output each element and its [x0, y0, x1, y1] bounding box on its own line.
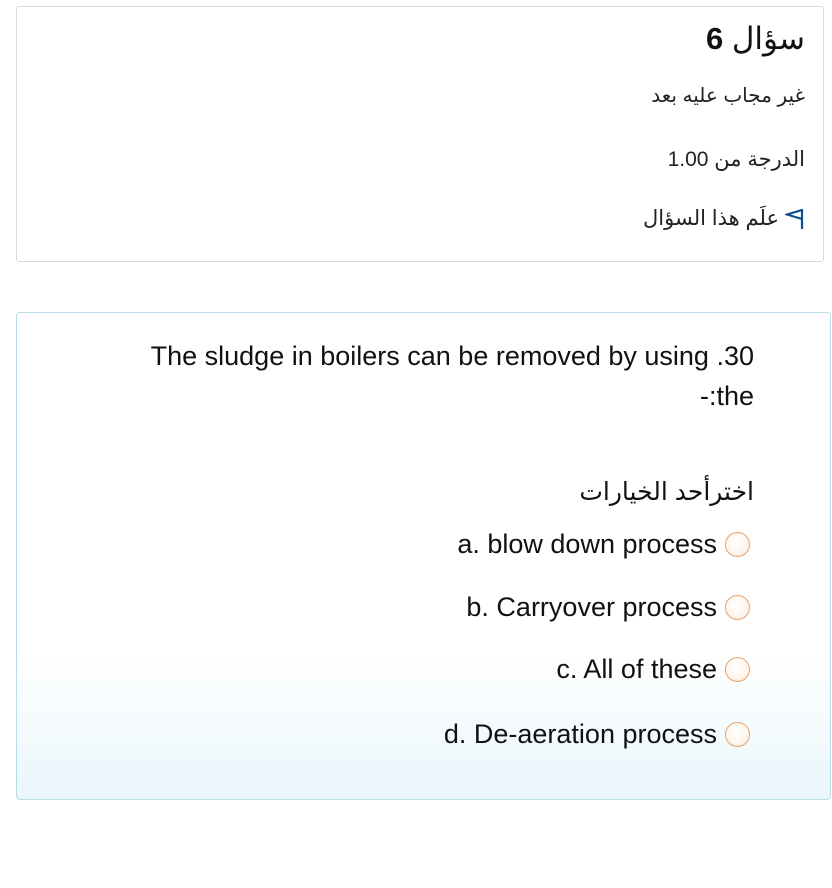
question-text-line-2: -:the: [699, 381, 754, 411]
answer-option-label: d. De-aeration process: [443, 719, 717, 749]
flag-question-label: علَم هذا السؤال: [643, 207, 779, 230]
answer-option-label: b. Carryover process: [466, 592, 717, 622]
radio-button[interactable]: [725, 722, 750, 747]
question-status: غير مجاب عليه بعد: [651, 85, 805, 107]
answer-option-b[interactable]: [466, 592, 750, 623]
question-grade: الدرجة من 1.00: [667, 148, 805, 171]
answer-option-c[interactable]: [556, 654, 750, 685]
answer-option-d[interactable]: [444, 719, 750, 750]
question-title: [706, 21, 805, 57]
radio-button[interactable]: [725, 657, 750, 682]
radio-button[interactable]: [725, 532, 750, 557]
question-panel: [16, 312, 831, 800]
flag-outline-icon: [785, 208, 805, 230]
question-text-line-1: The sludge in boilers can be removed by using .30: [150, 341, 754, 371]
question-number: 6: [705, 21, 724, 56]
question-info-panel: [16, 6, 824, 262]
question-word: سؤال: [731, 21, 805, 56]
answer-option-label: a. blow down process: [457, 529, 717, 559]
choose-option-prompt: اخترأحد الخيارات: [579, 478, 754, 506]
answer-option-label: c. All of these: [556, 654, 717, 684]
radio-button[interactable]: [725, 595, 750, 620]
answer-option-a[interactable]: [457, 529, 750, 560]
flag-question-link[interactable]: [643, 206, 805, 231]
